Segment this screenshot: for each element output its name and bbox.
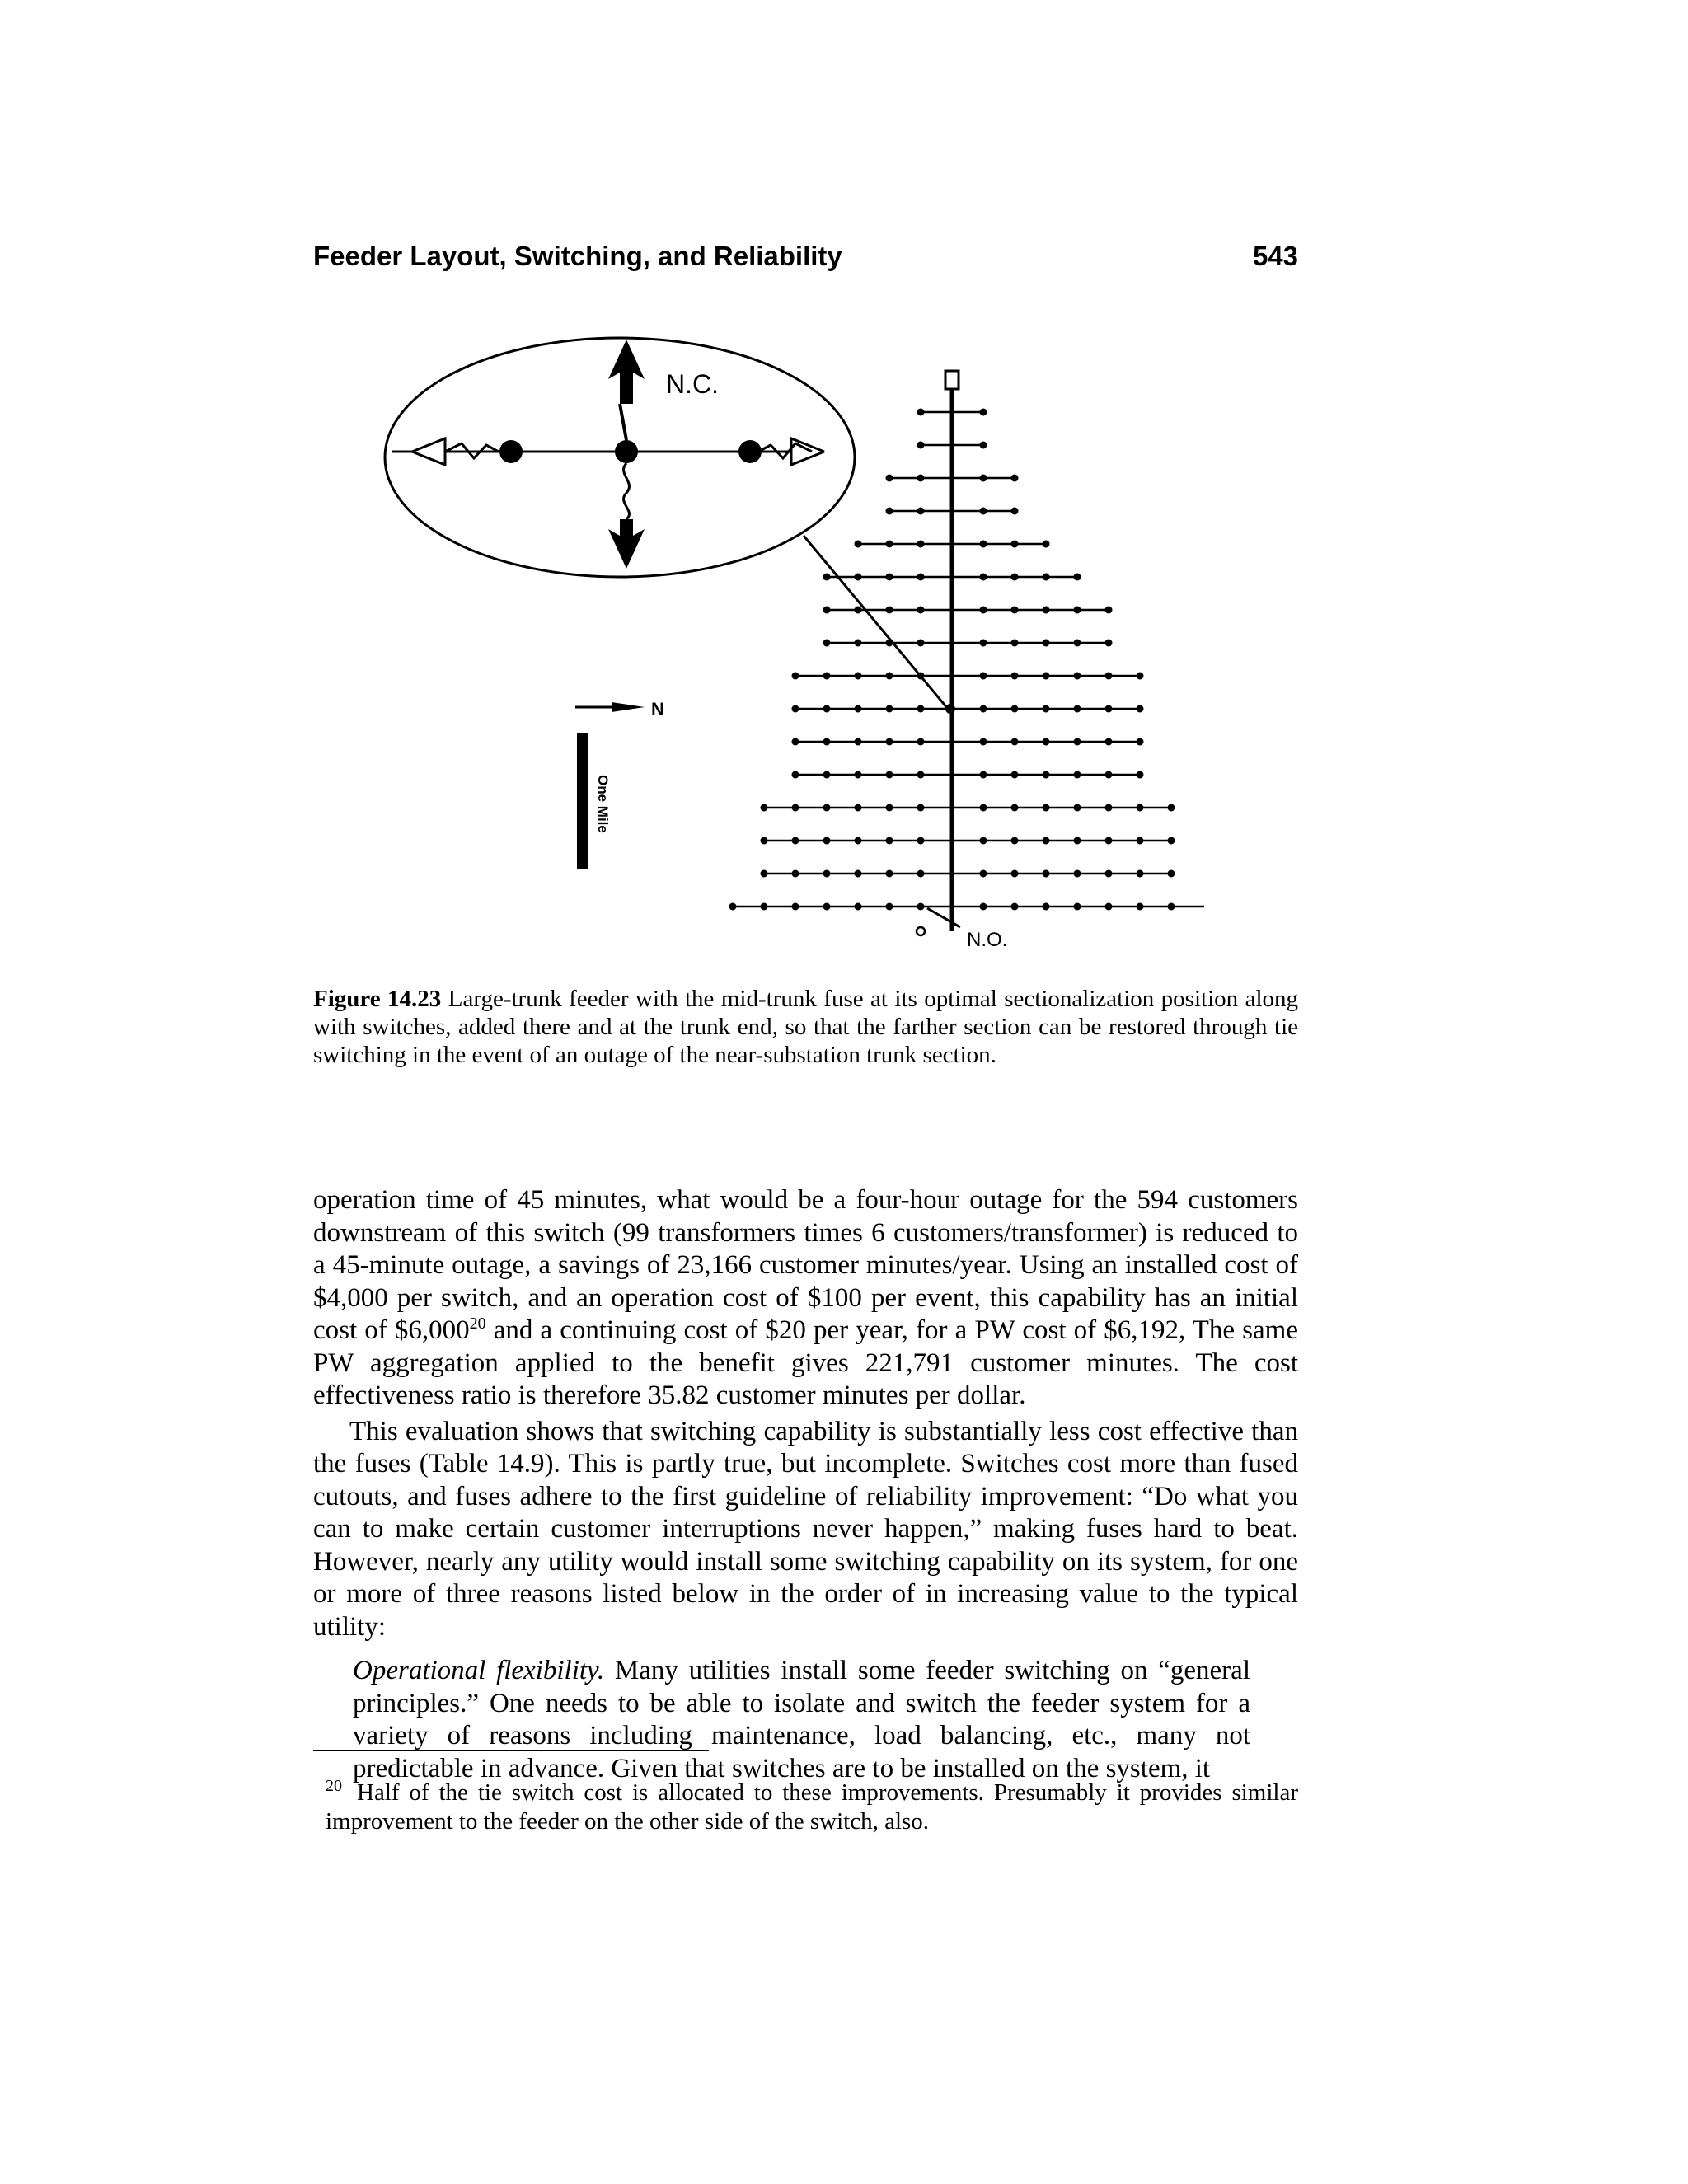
transformer-node [917,508,925,515]
transformer-node [823,804,831,812]
scale-bar [577,733,611,869]
transformer-node [980,409,987,416]
transformer-node [1043,903,1050,911]
transformer-node [917,640,925,647]
transformer-node [886,574,893,581]
transformer-node [1137,837,1144,845]
transformer-node [980,574,987,581]
transformer-node [886,837,893,845]
paragraph-text: operation time of 45 minutes, what would be a four-hour outage for the 594 customers downstream of this switch (99 transformers times 6 customers/transformer) is reduced to a 45-minute outage, a savings of 23,166 customer minutes/year. Using an installed cost of $4,000 per switch, and an operation cost of $100 per event, this capability has an initial cost of $6,000 [313,1185,1298,1345]
transformer-node [886,738,893,746]
transformer-node [1011,673,1019,680]
transformer-node [823,574,831,581]
transformer-node [1043,574,1050,581]
transformer-node [980,673,987,680]
transformer-node [1137,738,1144,746]
page-number: 543 [1252,241,1298,271]
transformer-node [1105,705,1113,713]
transformer-node [823,903,831,911]
transformer-node [1137,771,1144,779]
paragraph [313,1184,1298,1413]
transformer-node [917,607,925,614]
transformer-node [1011,574,1019,581]
transformer-node [980,804,987,812]
transformer-node [1137,870,1144,878]
transformer-node [823,607,831,614]
caption-text: Large-trunk feeder with the mid-trunk fuse at its optimal sectionalization position along with switches, added there and at the trunk end, so that the farther section can be restored through tie switching in the event of an outage of the near-substation trunk section. [313,986,1299,1068]
footnote-mark: 20 [326,1777,342,1796]
transformer-node [886,607,893,614]
transformer-node [1043,673,1050,680]
footnote-text: Half of the tie switch cost is allocated to these improvements. Presumably it provides similar improvement to the feeder on the other side of the switch, also. [326,1779,1298,1835]
paragraph-text: and a continuing cost of $20 per year, for a PW cost of $6,192, The same PW aggregation applied to the benefit gives 221,791 customer minutes. The cost effectiveness ratio is therefore 35.82 customer minutes per dollar. [313,1315,1298,1410]
transformer-node [1011,705,1019,713]
lateral-branches [729,409,1205,911]
transformer-node [1105,837,1113,845]
transformer-node [917,903,925,911]
transformer-node [980,771,987,779]
transformer-node [980,475,987,482]
transformer-node [1043,541,1050,548]
transformer-node [1043,837,1050,845]
transformer-node [855,607,862,614]
zoom-ellipse [385,338,855,577]
transformer-node [855,574,862,581]
transformer-node [792,705,799,713]
transformer-node [855,705,862,713]
transformer-node [855,804,862,812]
transformer-node [1043,804,1050,812]
transformer-node [980,541,987,548]
transformer-node [823,640,831,647]
caption-label: Figure 14.23 [313,986,442,1012]
transformer-node [1011,475,1019,482]
transformer-node [1011,541,1019,548]
transformer-node [917,442,925,449]
transformer-node [855,738,862,746]
figure-caption [313,985,1298,1069]
footnote-divider [313,1750,709,1751]
transformer-node [1074,640,1081,647]
transformer-node [1043,771,1050,779]
transformer-node [917,738,925,746]
transformer-node [1105,804,1113,812]
transformer-node [1043,640,1050,647]
transformer-node [1011,804,1019,812]
transformer-node [823,837,831,845]
transformer-node [792,804,799,812]
transformer-node [823,870,831,878]
transformer-node [1074,607,1081,614]
transformer-node [1168,804,1175,812]
transformer-node [792,738,799,746]
transformer-node [980,870,987,878]
transformer-node [917,541,925,548]
transformer-node [1105,903,1113,911]
transformer-node [1168,837,1175,845]
transformer-node [886,673,893,680]
transformer-node [886,508,893,515]
transformer-node [1011,738,1019,746]
transformer-node [855,541,862,548]
mid-trunk-switch-node [945,704,955,714]
transformer-node [917,574,925,581]
transformer-node [792,837,799,845]
transformer-node [855,673,862,680]
transformer-node [980,738,987,746]
north-label: N [651,699,664,719]
transformer-node [1105,771,1113,779]
transformer-node [917,837,925,845]
transformer-node [1105,640,1113,647]
transformer-node [1011,607,1019,614]
transformer-node [1011,870,1019,878]
transformer-node [1105,673,1113,680]
transformer-node [823,738,831,746]
footnote [326,1779,1298,1836]
nc-label: N.C. [666,369,719,399]
transformer-node [917,705,925,713]
transformer-node [1168,870,1175,878]
transformer-node [1011,640,1019,647]
body-text [313,1184,1298,1785]
transformer-node [855,870,862,878]
transformer-node [761,804,768,812]
transformer-node [886,640,893,647]
running-header-title: Feeder Layout, Switching, and Reliability [313,241,842,271]
transformer-node [917,804,925,812]
arrow-down-icon [608,519,645,569]
feeder-diagram [0,0,1688,964]
transformer-node [761,870,768,878]
transformer-node [792,870,799,878]
transformer-node [1074,870,1081,878]
transformer-node [917,870,925,878]
transformer-node [1074,673,1081,680]
transformer-node [823,705,831,713]
transformer-node [917,673,925,680]
transformer-node [792,771,799,779]
transformer-node [1074,837,1081,845]
transformer-node [1074,705,1081,713]
transformer-node [917,475,925,482]
transformer-node [792,673,799,680]
transformer-node [855,903,862,911]
arrow-up-icon [608,340,645,404]
transformer-node [980,640,987,647]
transformer-node [1074,574,1081,581]
transformer-node [886,870,893,878]
transformer-node [980,508,987,515]
transformer-node [761,837,768,845]
footnote-reference[interactable]: 20 [469,1315,486,1333]
transformer-node [1137,673,1144,680]
transformer-node [980,837,987,845]
substation-breaker [945,371,959,389]
transformer-node [980,607,987,614]
transformer-node [917,771,925,779]
transformer-node [1043,870,1050,878]
arrow-left-icon [412,438,445,465]
transformer-node [886,705,893,713]
transformer-node [1074,771,1081,779]
paragraph: This evaluation shows that switching capability is substantially less cost effective than the fuses (Table 14.9). This is partly true, but incomplete. Switches cost more than fused cutouts, and fuses adhere to the first guideline of reliability improvement: “Do what you can to make certain customer interruptions never happen,” making fuses hard to beat. However, nearly any utility would install some switching capability on its system, for one or more of three reasons listed below in the order of in increasing value to the typical utility: [313,1416,1298,1642]
transformer-node [1105,870,1113,878]
transformer-node [855,771,862,779]
running-header [313,241,1298,282]
transformer-node [886,903,893,911]
list-item-term: Operational flexibility. [353,1656,605,1685]
transformer-node [886,475,893,482]
no-label: N.O. [967,929,1008,951]
transformer-node [1137,903,1144,911]
zoom-leader-line [804,536,948,709]
tie-switch-no [917,927,925,935]
transformer-node [823,771,831,779]
transformer-node [1043,738,1050,746]
transformer-node [980,705,987,713]
transformer-node [1105,607,1113,614]
transformer-node [855,640,862,647]
transformer-node [980,442,987,449]
transformer-node [886,771,893,779]
transformer-node [1074,738,1081,746]
transformer-node [823,673,831,680]
transformer-node [1011,837,1019,845]
arrow-right-icon [791,438,824,465]
transformer-node [886,541,893,548]
switch-detail-inset [392,340,824,569]
transformer-node [1043,607,1050,614]
transformer-node [1168,903,1175,911]
transformer-node [1011,903,1019,911]
scale-label: One Mile [595,775,611,833]
transformer-node [855,837,862,845]
transformer-node [729,903,737,911]
list-item-text: Many utilities install some feeder switching on “general principles.” One needs to be able to isolate and switch the feeder system for a variety of reasons including maintenance, load balancing, etc., many not predictable in advance. Given that switches are to be installed on the system, it [353,1656,1250,1783]
transformer-node [1137,705,1144,713]
transformer-node [1011,508,1019,515]
transformer-node [886,804,893,812]
transformer-node [1011,771,1019,779]
transformer-node [1074,903,1081,911]
transformer-node [980,903,987,911]
transformer-node [792,903,799,911]
list-item [353,1655,1250,1785]
transformer-node [761,903,768,911]
transformer-node [1043,705,1050,713]
transformer-node [1074,804,1081,812]
north-arrow [575,699,664,719]
transformer-node [917,409,925,416]
transformer-node [1137,804,1144,812]
transformer-node [1105,738,1113,746]
